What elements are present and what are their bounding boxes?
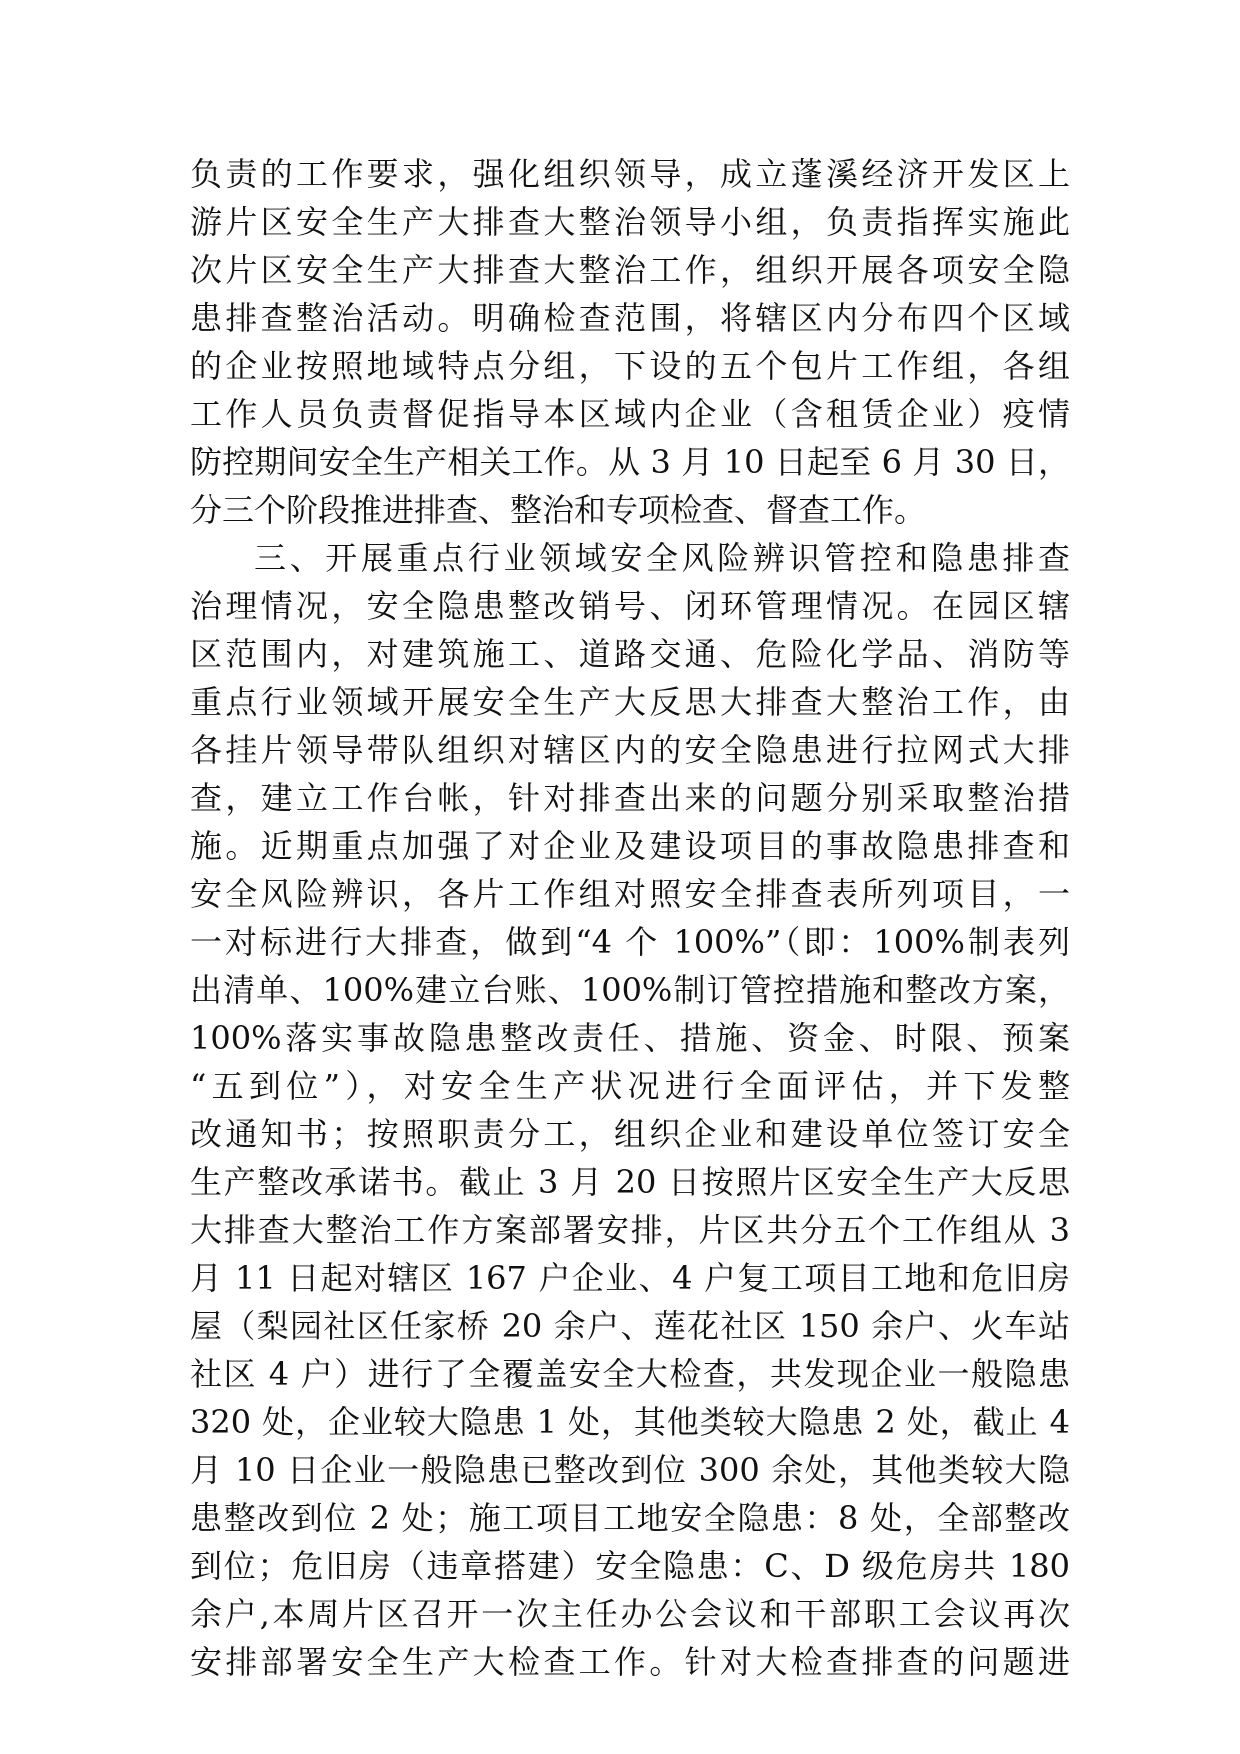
text-line: 月 10 日企业一般隐患已整改到位 300 余处，其他类较大隐 bbox=[190, 1451, 1070, 1489]
text-line: 次片区安全生产大排查大整治工作，组织开展各项安全隐 bbox=[190, 251, 1070, 289]
text-line: 320 处，企业较大隐患 1 处，其他类较大隐患 2 处，截止 4 bbox=[190, 1403, 1070, 1441]
text-line: “五到位”），对安全生产状况进行全面评估，并下发整 bbox=[190, 1067, 1070, 1105]
text-line: 生产整改承诺书。截止 3 月 20 日按照片区安全生产大反思 bbox=[190, 1163, 1070, 1201]
text-line: 100%落实事故隐患整改责任、措施、资金、时限、预案 bbox=[190, 1019, 1070, 1057]
section-heading-line: 三、开展重点行业领域安全风险辨识管控和隐患排查 bbox=[254, 539, 1070, 577]
body-text bbox=[190, 150, 1070, 1686]
text-line: 防控期间安全生产相关工作。从 3 月 10 日起至 6 月 30 日， bbox=[190, 443, 1070, 481]
text-line: 一对标进行大排查，做到“4 个 100%”（即：100%制表列 bbox=[190, 923, 1070, 961]
text-line: 安排部署安全生产大检查工作。针对大检查排查的问题进 bbox=[190, 1643, 1070, 1681]
text-line: 查，建立工作台帐，针对排查出来的问题分别采取整治措 bbox=[190, 779, 1070, 817]
text-line: 出清单、100%建立台账、100%制订管控措施和整改方案， bbox=[190, 971, 1070, 1009]
text-line: 重点行业领域开展安全生产大反思大排查大整治工作，由 bbox=[190, 683, 1070, 721]
text-line: 的企业按照地域特点分组，下设的五个包片工作组，各组 bbox=[190, 347, 1070, 385]
text-line: 安全风险辨识，各片工作组对照安全排查表所列项目，一 bbox=[190, 875, 1070, 913]
text-line: 月 11 日起对辖区 167 户企业、4 户复工项目工地和危旧房 bbox=[190, 1259, 1070, 1297]
text-line: 施。近期重点加强了对企业及建设项目的事故隐患排查和 bbox=[190, 827, 1070, 865]
text-line: 治理情况，安全隐患整改销号、闭环管理情况。在园区辖 bbox=[190, 587, 1070, 625]
text-line: 余户,本周片区召开一次主任办公会议和干部职工会议再次 bbox=[190, 1595, 1070, 1633]
text-line: 区范围内，对建筑施工、道路交通、危险化学品、消防等 bbox=[190, 635, 1070, 673]
text-line: 屋（梨园社区任家桥 20 余户、莲花社区 150 余户、火车站 bbox=[190, 1307, 1070, 1345]
text-line: 大排查大整治工作方案部署安排，片区共分五个工作组从 3 bbox=[190, 1211, 1070, 1249]
text-line: 负责的工作要求，强化组织领导，成立蓬溪经济开发区上 bbox=[190, 155, 1070, 193]
text-line: 社区 4 户）进行了全覆盖安全大检查，共发现企业一般隐患 bbox=[190, 1355, 1070, 1393]
text-line: 患排查整治活动。明确检查范围，将辖区内分布四个区域 bbox=[190, 299, 1070, 337]
text-line: 游片区安全生产大排查大整治领导小组，负责指挥实施此 bbox=[190, 203, 1070, 241]
text-line: 改通知书；按照职责分工，组织企业和建设单位签订安全 bbox=[190, 1115, 1070, 1153]
text-line: 分三个阶段推进排查、整治和专项检查、督查工作。 bbox=[190, 491, 927, 529]
text-line: 工作人员负责督促指导本区域内企业（含租赁企业）疫情 bbox=[190, 395, 1070, 433]
text-line: 各挂片领导带队组织对辖区内的安全隐患进行拉网式大排 bbox=[190, 731, 1070, 769]
text-line: 到位；危旧房（违章搭建）安全隐患：C、D 级危房共 180 bbox=[190, 1547, 1070, 1585]
text-line: 患整改到位 2 处；施工项目工地安全隐患：8 处，全部整改 bbox=[190, 1499, 1070, 1537]
